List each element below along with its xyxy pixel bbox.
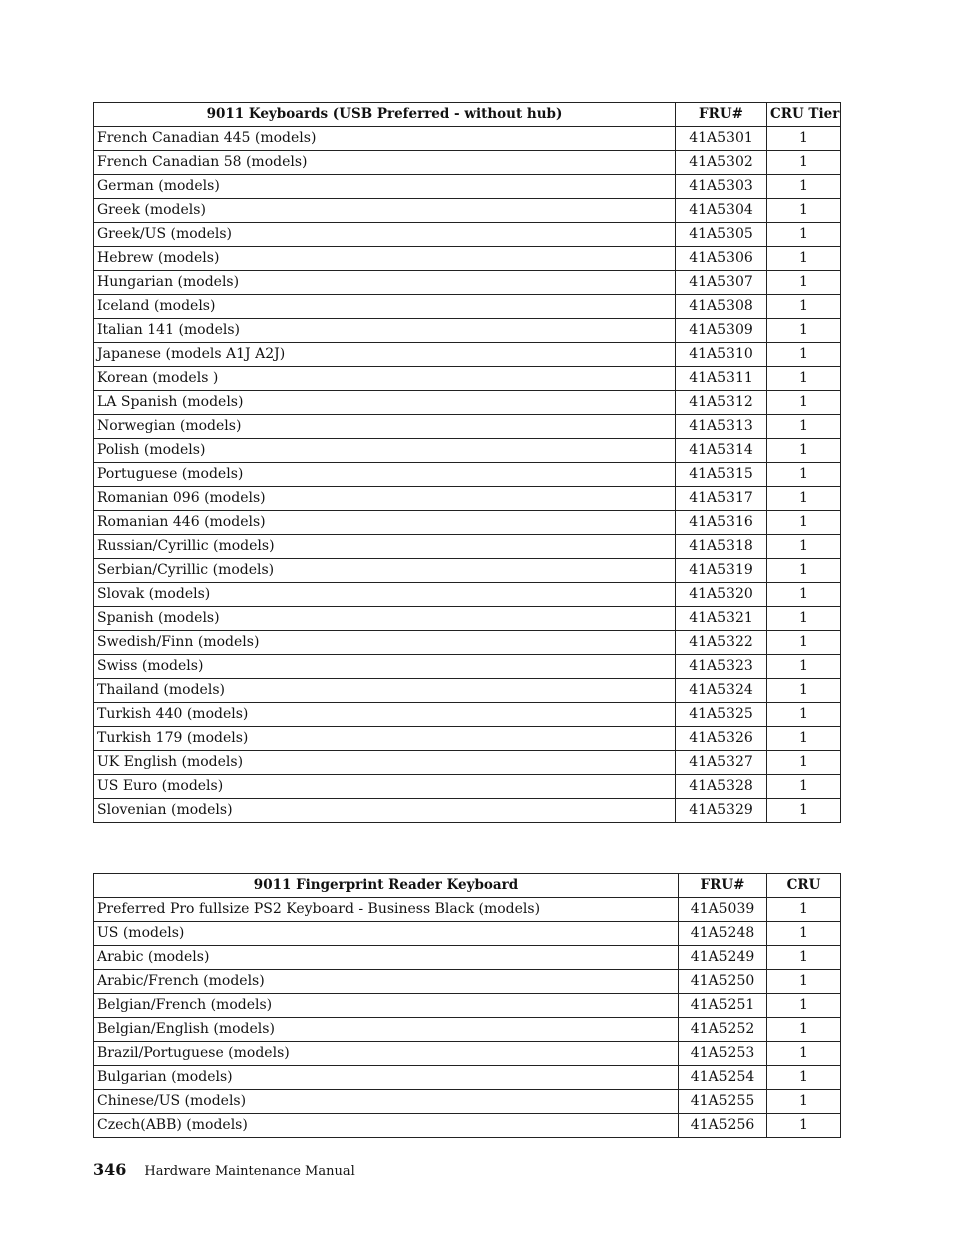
- row-description: Romanian 096 (models): [94, 487, 676, 511]
- row-fru-number: 41A5320: [676, 583, 767, 607]
- keyboards-table-body: [94, 127, 841, 823]
- row-fru-number: 41A5310: [676, 343, 767, 367]
- row-cru-tier: 1: [767, 994, 841, 1018]
- row-fru-number: 41A5323: [676, 655, 767, 679]
- table-row: [94, 727, 841, 751]
- table-row: [94, 535, 841, 559]
- table-row: [94, 295, 841, 319]
- row-description: French Canadian 445 (models): [94, 127, 676, 151]
- row-fru-number: 41A5250: [679, 970, 767, 994]
- keyboards-table: [93, 102, 841, 823]
- row-description: Slovak (models): [94, 583, 676, 607]
- row-description: French Canadian 58 (models): [94, 151, 676, 175]
- row-cru-tier: 1: [767, 199, 841, 223]
- row-cru-tier: 1: [767, 751, 841, 775]
- row-description: Serbian/Cyrillic (models): [94, 559, 676, 583]
- table-row: [94, 199, 841, 223]
- row-fru-number: 41A5309: [676, 319, 767, 343]
- row-description: Romanian 446 (models): [94, 511, 676, 535]
- row-fru-number: 41A5253: [679, 1042, 767, 1066]
- row-description: Slovenian (models): [94, 799, 676, 823]
- row-fru-number: 41A5315: [676, 463, 767, 487]
- row-cru-tier: 1: [767, 559, 841, 583]
- row-cru-tier: 1: [767, 247, 841, 271]
- row-description: Russian/Cyrillic (models): [94, 535, 676, 559]
- row-fru-number: 41A5316: [676, 511, 767, 535]
- row-description: Turkish 440 (models): [94, 703, 676, 727]
- row-cru-tier: 1: [767, 535, 841, 559]
- page-footer: [93, 1160, 355, 1184]
- table-row: [94, 319, 841, 343]
- row-cru-tier: 1: [767, 151, 841, 175]
- row-fru-number: 41A5319: [676, 559, 767, 583]
- row-fru-number: 41A5307: [676, 271, 767, 295]
- row-description: Chinese/US (models): [94, 1090, 679, 1114]
- row-cru-tier: 1: [767, 367, 841, 391]
- row-cru-tier: 1: [767, 946, 841, 970]
- table-row: [94, 511, 841, 535]
- row-cru-tier: 1: [767, 631, 841, 655]
- table-row: [94, 607, 841, 631]
- row-fru-number: 41A5256: [679, 1114, 767, 1138]
- row-fru-number: 41A5312: [676, 391, 767, 415]
- row-cru-tier: 1: [767, 703, 841, 727]
- row-cru-tier: 1: [767, 1114, 841, 1138]
- row-cru-tier: 1: [767, 607, 841, 631]
- fingerprint-keyboard-table: [93, 873, 841, 1138]
- table-row: [94, 487, 841, 511]
- row-cru-tier: 1: [767, 343, 841, 367]
- table-row: [94, 391, 841, 415]
- row-fru-number: 41A5252: [679, 1018, 767, 1042]
- table-row: [94, 343, 841, 367]
- table-row: [94, 247, 841, 271]
- row-cru-tier: 1: [767, 898, 841, 922]
- row-description: Norwegian (models): [94, 415, 676, 439]
- row-cru-tier: 1: [767, 487, 841, 511]
- table-header-row: [94, 103, 841, 127]
- table-row: [94, 271, 841, 295]
- table-header-row: [94, 874, 841, 898]
- row-fru-number: 41A5302: [676, 151, 767, 175]
- row-description: Japanese (models A1J A2J): [94, 343, 676, 367]
- row-fru-number: 41A5249: [679, 946, 767, 970]
- table-row: [94, 994, 841, 1018]
- row-cru-tier: 1: [767, 319, 841, 343]
- table-row: [94, 679, 841, 703]
- row-cru-tier: 1: [767, 799, 841, 823]
- row-description: Hungarian (models): [94, 271, 676, 295]
- table-row: [94, 631, 841, 655]
- fingerprint-table-body: [94, 898, 841, 1138]
- row-cru-tier: 1: [767, 415, 841, 439]
- row-fru-number: 41A5251: [679, 994, 767, 1018]
- row-cru-tier: 1: [767, 922, 841, 946]
- row-description: US Euro (models): [94, 775, 676, 799]
- table-row: [94, 898, 841, 922]
- table-row: [94, 1114, 841, 1138]
- column-header-cru: CRU: [767, 874, 841, 898]
- table-row: [94, 946, 841, 970]
- table-row: [94, 1018, 841, 1042]
- row-fru-number: 41A5308: [676, 295, 767, 319]
- row-description: Polish (models): [94, 439, 676, 463]
- row-fru-number: 41A5317: [676, 487, 767, 511]
- row-description: Portuguese (models): [94, 463, 676, 487]
- row-description: Greek (models): [94, 199, 676, 223]
- row-cru-tier: 1: [767, 970, 841, 994]
- row-description: Turkish 179 (models): [94, 727, 676, 751]
- row-cru-tier: 1: [767, 463, 841, 487]
- row-fru-number: 41A5325: [676, 703, 767, 727]
- table-row: [94, 463, 841, 487]
- row-fru-number: 41A5301: [676, 127, 767, 151]
- row-fru-number: 41A5305: [676, 223, 767, 247]
- manual-title: Hardware Maintenance Manual: [144, 1164, 355, 1179]
- row-description: Belgian/French (models): [94, 994, 679, 1018]
- table-row: [94, 1042, 841, 1066]
- table-row: [94, 175, 841, 199]
- row-cru-tier: 1: [767, 271, 841, 295]
- table-row: [94, 970, 841, 994]
- row-cru-tier: 1: [767, 775, 841, 799]
- row-fru-number: 41A5314: [676, 439, 767, 463]
- table-row: [94, 439, 841, 463]
- row-fru-number: 41A5311: [676, 367, 767, 391]
- column-header-cru-tier: CRU Tier: [767, 103, 841, 127]
- row-description: UK English (models): [94, 751, 676, 775]
- row-description: US (models): [94, 922, 679, 946]
- row-description: Swiss (models): [94, 655, 676, 679]
- row-cru-tier: 1: [767, 127, 841, 151]
- table-row: [94, 415, 841, 439]
- table-row: [94, 583, 841, 607]
- row-fru-number: 41A5318: [676, 535, 767, 559]
- row-description: Hebrew (models): [94, 247, 676, 271]
- row-description: German (models): [94, 175, 676, 199]
- row-fru-number: 41A5255: [679, 1090, 767, 1114]
- row-fru-number: 41A5329: [676, 799, 767, 823]
- row-fru-number: 41A5327: [676, 751, 767, 775]
- row-description: Arabic (models): [94, 946, 679, 970]
- row-description: Bulgarian (models): [94, 1066, 679, 1090]
- row-description: Thailand (models): [94, 679, 676, 703]
- row-cru-tier: 1: [767, 1066, 841, 1090]
- table-row: [94, 1090, 841, 1114]
- row-cru-tier: 1: [767, 1090, 841, 1114]
- table-row: [94, 127, 841, 151]
- row-description: Swedish/Finn (models): [94, 631, 676, 655]
- row-cru-tier: 1: [767, 223, 841, 247]
- row-cru-tier: 1: [767, 511, 841, 535]
- row-cru-tier: 1: [767, 295, 841, 319]
- row-fru-number: 41A5321: [676, 607, 767, 631]
- row-cru-tier: 1: [767, 655, 841, 679]
- row-cru-tier: 1: [767, 679, 841, 703]
- row-description: LA Spanish (models): [94, 391, 676, 415]
- row-description: Belgian/English (models): [94, 1018, 679, 1042]
- row-fru-number: 41A5303: [676, 175, 767, 199]
- row-description: Preferred Pro fullsize PS2 Keyboard - Business Black (models): [94, 898, 679, 922]
- table-row: [94, 151, 841, 175]
- column-header-description: 9011 Fingerprint Reader Keyboard: [94, 874, 679, 898]
- column-header-description: 9011 Keyboards (USB Preferred - without hub): [94, 103, 676, 127]
- row-cru-tier: 1: [767, 175, 841, 199]
- column-header-fru: FRU#: [676, 103, 767, 127]
- table-row: [94, 559, 841, 583]
- table-row: [94, 799, 841, 823]
- row-fru-number: 41A5039: [679, 898, 767, 922]
- table-row: [94, 1066, 841, 1090]
- row-cru-tier: 1: [767, 1018, 841, 1042]
- row-fru-number: 41A5248: [679, 922, 767, 946]
- table-row: [94, 751, 841, 775]
- row-cru-tier: 1: [767, 583, 841, 607]
- table-row: [94, 922, 841, 946]
- table-row: [94, 223, 841, 247]
- row-description: Brazil/Portuguese (models): [94, 1042, 679, 1066]
- row-description: Iceland (models): [94, 295, 676, 319]
- column-header-fru: FRU#: [679, 874, 767, 898]
- row-description: Italian 141 (models): [94, 319, 676, 343]
- row-description: Czech(ABB) (models): [94, 1114, 679, 1138]
- row-fru-number: 41A5324: [676, 679, 767, 703]
- row-fru-number: 41A5328: [676, 775, 767, 799]
- row-description: Greek/US (models): [94, 223, 676, 247]
- row-cru-tier: 1: [767, 727, 841, 751]
- table-row: [94, 703, 841, 727]
- row-fru-number: 41A5313: [676, 415, 767, 439]
- row-cru-tier: 1: [767, 391, 841, 415]
- table-row: [94, 655, 841, 679]
- row-fru-number: 41A5306: [676, 247, 767, 271]
- row-fru-number: 41A5254: [679, 1066, 767, 1090]
- table-row: [94, 367, 841, 391]
- row-description: Spanish (models): [94, 607, 676, 631]
- row-fru-number: 41A5326: [676, 727, 767, 751]
- row-description: Korean (models ): [94, 367, 676, 391]
- row-description: Arabic/French (models): [94, 970, 679, 994]
- table-row: [94, 775, 841, 799]
- row-cru-tier: 1: [767, 439, 841, 463]
- row-fru-number: 41A5304: [676, 199, 767, 223]
- row-fru-number: 41A5322: [676, 631, 767, 655]
- page-number: 346: [93, 1160, 127, 1179]
- row-cru-tier: 1: [767, 1042, 841, 1066]
